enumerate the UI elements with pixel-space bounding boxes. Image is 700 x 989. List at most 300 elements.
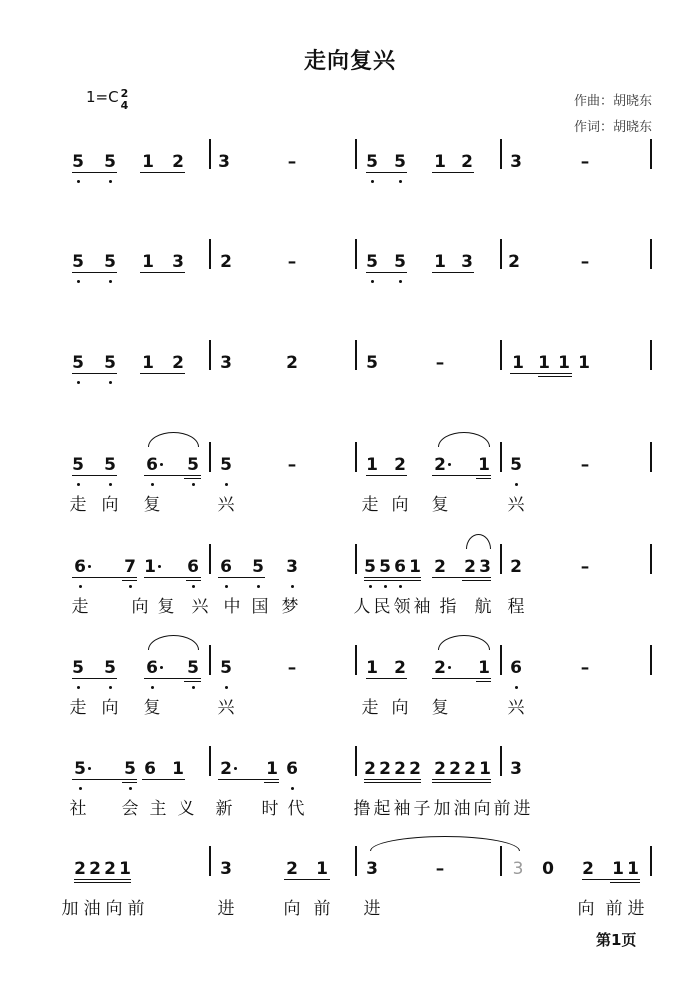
- barline: [650, 239, 652, 269]
- octave-dot: [109, 381, 112, 384]
- augmentation-dot: [160, 666, 163, 669]
- octave-dot: [77, 686, 80, 689]
- note: 2: [394, 658, 406, 678]
- note: 2: [220, 252, 232, 272]
- beam-line: [72, 172, 117, 173]
- octave-dot: [77, 180, 80, 183]
- barline: [500, 544, 502, 574]
- lyric: 走: [361, 698, 379, 718]
- beam-line: [72, 678, 117, 679]
- barline: [355, 442, 357, 472]
- beam-line: [364, 782, 421, 783]
- note: 7: [124, 557, 136, 577]
- octave-dot: [384, 585, 387, 588]
- beam-line: [364, 779, 421, 780]
- time-signature: [121, 88, 129, 112]
- time-top: 2: [120, 87, 129, 100]
- time-bottom: 4: [120, 99, 129, 112]
- barline: [209, 442, 211, 472]
- barline: [500, 239, 502, 269]
- beam-line: [364, 580, 421, 581]
- note: 1: [478, 658, 490, 678]
- score-system: [0, 354, 700, 434]
- tie-arc: [466, 534, 491, 549]
- note: 1: [612, 859, 624, 879]
- lyric: 向: [473, 799, 491, 819]
- note: 2: [104, 859, 116, 879]
- beam-line: [140, 373, 185, 374]
- barline: [355, 139, 357, 169]
- octave-dot: [79, 787, 82, 790]
- note: 5: [187, 455, 199, 475]
- note: 2: [74, 859, 86, 879]
- lyric: 向: [391, 495, 409, 515]
- octave-dot: [129, 585, 132, 588]
- barline: [500, 746, 502, 776]
- lyric: 领: [393, 597, 411, 617]
- note: 5: [366, 152, 378, 172]
- beam-line: [366, 272, 407, 273]
- score-system: [0, 153, 700, 233]
- lyric: 进: [217, 899, 235, 919]
- note: 3: [366, 859, 378, 879]
- barline: [650, 645, 652, 675]
- barline: [355, 239, 357, 269]
- note: 2: [449, 759, 461, 779]
- beam-line: [432, 272, 474, 273]
- note: –: [287, 152, 297, 172]
- beam-line: [72, 577, 137, 578]
- tie-arc: [438, 432, 490, 447]
- note: 5: [366, 353, 378, 373]
- octave-dot: [109, 483, 112, 486]
- lyric: 复: [157, 597, 175, 617]
- note: 2: [510, 557, 522, 577]
- note: –: [435, 859, 445, 879]
- note: 5: [104, 152, 116, 172]
- note: 2: [582, 859, 594, 879]
- beam-line: [184, 478, 201, 479]
- octave-dot: [225, 686, 228, 689]
- beam-line: [538, 376, 572, 377]
- beam-line: [610, 882, 640, 883]
- beam-line: [140, 272, 185, 273]
- beam-line: [72, 373, 117, 374]
- beam-line: [144, 577, 201, 578]
- lyric: 复: [143, 495, 161, 515]
- lyric: 中: [223, 597, 241, 617]
- beam-line: [366, 678, 407, 679]
- beam-line: [510, 373, 572, 374]
- beam-line: [366, 172, 407, 173]
- octave-dot: [77, 483, 80, 486]
- note: 5: [124, 759, 136, 779]
- note: 2: [364, 759, 376, 779]
- lyric: 袖: [393, 799, 411, 819]
- note: –: [287, 658, 297, 678]
- lyric: 加: [61, 899, 79, 919]
- beam-line: [432, 577, 491, 578]
- lyric: 兴: [507, 698, 525, 718]
- barline: [209, 846, 211, 876]
- octave-dot: [291, 787, 294, 790]
- lyric: 人: [353, 597, 371, 617]
- note: 2: [286, 353, 298, 373]
- note: 2: [172, 353, 184, 373]
- octave-dot: [109, 280, 112, 283]
- octave-dot: [79, 585, 82, 588]
- lyric: 油: [453, 799, 471, 819]
- score-system: [0, 253, 700, 333]
- note: 2: [464, 759, 476, 779]
- lyric: 航: [474, 597, 492, 617]
- note: –: [580, 152, 590, 172]
- lyric: 兴: [507, 495, 525, 515]
- note: 2: [379, 759, 391, 779]
- lyric: 国: [251, 597, 269, 617]
- note: 5: [366, 252, 378, 272]
- composer-credit: 作曲：胡晓东: [573, 94, 652, 109]
- note: 5: [72, 353, 84, 373]
- beam-line: [144, 678, 201, 679]
- beam-line: [462, 580, 491, 581]
- note: 2: [434, 658, 446, 678]
- lyric: 主: [149, 799, 167, 819]
- note: 5: [364, 557, 376, 577]
- lyric: 前: [127, 899, 145, 919]
- lyric: 加: [433, 799, 451, 819]
- lyric: 向: [101, 698, 119, 718]
- lyric: 进: [627, 899, 645, 919]
- note: 6: [394, 557, 406, 577]
- lyric: 时: [261, 799, 279, 819]
- lyric: 复: [143, 698, 161, 718]
- barline: [650, 846, 652, 876]
- octave-dot: [291, 585, 294, 588]
- song-title: 走向复兴: [303, 49, 396, 74]
- octave-dot: [369, 585, 372, 588]
- lyric: 社: [69, 799, 87, 819]
- note: –: [580, 658, 590, 678]
- note: 1: [478, 455, 490, 475]
- lyric: 向: [131, 597, 149, 617]
- beam-line: [184, 681, 201, 682]
- octave-dot: [109, 686, 112, 689]
- beam-line: [476, 681, 491, 682]
- note: 5: [394, 152, 406, 172]
- barline: [500, 139, 502, 169]
- note: 5: [187, 658, 199, 678]
- beam-line: [366, 475, 407, 476]
- beam-line: [218, 779, 279, 780]
- barline: [209, 340, 211, 370]
- beam-line: [142, 779, 185, 780]
- beam-line: [74, 879, 131, 880]
- octave-dot: [129, 787, 132, 790]
- note: 3: [512, 859, 524, 879]
- lyric: 程: [507, 597, 525, 617]
- barline: [500, 442, 502, 472]
- note: 1: [366, 658, 378, 678]
- note: 6: [144, 759, 156, 779]
- note: 6: [220, 557, 232, 577]
- barline: [209, 544, 211, 574]
- lyric: 指: [439, 597, 457, 617]
- beam-line: [122, 580, 137, 581]
- lyric: 子: [413, 799, 431, 819]
- note: 6: [74, 557, 86, 577]
- note: 5: [72, 658, 84, 678]
- note: 5: [104, 252, 116, 272]
- note: 3: [220, 353, 232, 373]
- note: 3: [510, 759, 522, 779]
- note: 5: [220, 658, 232, 678]
- note: 2: [394, 759, 406, 779]
- augmentation-dot: [88, 767, 91, 770]
- lyric: 会: [121, 799, 139, 819]
- augmentation-dot: [448, 666, 451, 669]
- barline: [355, 846, 357, 876]
- lyric: 油: [83, 899, 101, 919]
- note: 3: [510, 152, 522, 172]
- note: 0: [542, 859, 554, 879]
- barline: [209, 645, 211, 675]
- note: 3: [220, 859, 232, 879]
- beam-line: [432, 782, 491, 783]
- octave-dot: [192, 483, 195, 486]
- barline: [355, 645, 357, 675]
- octave-dot: [151, 686, 154, 689]
- octave-dot: [77, 381, 80, 384]
- barline: [650, 544, 652, 574]
- lyric: 向: [391, 698, 409, 718]
- note: 5: [72, 455, 84, 475]
- augmentation-dot: [448, 463, 451, 466]
- beam-line: [72, 779, 137, 780]
- note: 6: [510, 658, 522, 678]
- note: 5: [104, 455, 116, 475]
- beam-line: [582, 879, 640, 880]
- note: 5: [72, 152, 84, 172]
- beam-line: [364, 577, 421, 578]
- barline: [355, 340, 357, 370]
- note: –: [287, 455, 297, 475]
- barline: [209, 239, 211, 269]
- octave-dot: [192, 686, 195, 689]
- note: 1: [479, 759, 491, 779]
- augmentation-dot: [234, 767, 237, 770]
- note: 1: [142, 353, 154, 373]
- note: 2: [434, 455, 446, 475]
- octave-dot: [515, 686, 518, 689]
- beam-line: [432, 475, 491, 476]
- barline: [650, 139, 652, 169]
- octave-dot: [192, 585, 195, 588]
- augmentation-dot: [158, 565, 161, 568]
- lyric: 复: [431, 495, 449, 515]
- note: 2: [89, 859, 101, 879]
- note: –: [580, 252, 590, 272]
- lyric: 前: [605, 899, 623, 919]
- note: 2: [394, 455, 406, 475]
- lyric: 向: [283, 899, 301, 919]
- note: 3: [479, 557, 491, 577]
- score-system: [0, 760, 700, 840]
- lyric: 进: [363, 899, 381, 919]
- barline: [209, 746, 211, 776]
- lyric: 向: [101, 495, 119, 515]
- note: 1: [142, 152, 154, 172]
- note: 3: [461, 252, 473, 272]
- lyric: 代: [287, 799, 305, 819]
- beam-line: [432, 678, 491, 679]
- beam-line: [218, 577, 265, 578]
- lyric: 复: [431, 698, 449, 718]
- lyric: 走: [69, 495, 87, 515]
- note: 5: [379, 557, 391, 577]
- octave-dot: [371, 180, 374, 183]
- barline: [355, 746, 357, 776]
- note: 5: [104, 658, 116, 678]
- lyric: 走: [71, 597, 89, 617]
- note: 5: [252, 557, 264, 577]
- barline: [500, 340, 502, 370]
- lyric: 进: [513, 799, 531, 819]
- lyric: 向: [577, 899, 595, 919]
- key-signature: [86, 88, 128, 112]
- page-number: 第1页: [596, 931, 637, 949]
- tie-arc: [148, 432, 199, 447]
- beam-line: [186, 580, 201, 581]
- note: 1: [316, 859, 328, 879]
- note: 6: [146, 455, 158, 475]
- note: –: [435, 353, 445, 373]
- augmentation-dot: [88, 565, 91, 568]
- beam-line: [140, 172, 185, 173]
- note: 2: [172, 152, 184, 172]
- note: 5: [104, 353, 116, 373]
- note: 6: [187, 557, 199, 577]
- barline: [650, 442, 652, 472]
- lyric: 走: [361, 495, 379, 515]
- lyric: 民: [373, 597, 391, 617]
- lyric: 起: [373, 799, 391, 819]
- lyric: 前: [313, 899, 331, 919]
- note: 2: [286, 859, 298, 879]
- beam-line: [144, 475, 201, 476]
- beam-line: [264, 782, 279, 783]
- note: 3: [218, 152, 230, 172]
- note: 1: [409, 557, 421, 577]
- lyric: 新: [215, 799, 233, 819]
- note: 5: [220, 455, 232, 475]
- note: 3: [286, 557, 298, 577]
- beam-line: [432, 172, 474, 173]
- octave-dot: [257, 585, 260, 588]
- octave-dot: [399, 280, 402, 283]
- octave-dot: [371, 280, 374, 283]
- beam-line: [122, 782, 137, 783]
- note: 1: [172, 759, 184, 779]
- octave-dot: [77, 280, 80, 283]
- note: 1: [144, 557, 156, 577]
- note: 6: [286, 759, 298, 779]
- lyric: 向: [105, 899, 123, 919]
- beam-line: [432, 779, 491, 780]
- note: 5: [394, 252, 406, 272]
- lyric: 兴: [191, 597, 209, 617]
- octave-dot: [399, 180, 402, 183]
- beam-line: [476, 478, 491, 479]
- note: 1: [558, 353, 570, 373]
- note: 3: [172, 252, 184, 272]
- lyric: 梦: [281, 597, 299, 617]
- score-system: [0, 659, 700, 739]
- barline: [355, 544, 357, 574]
- octave-dot: [151, 483, 154, 486]
- beam-line: [72, 272, 117, 273]
- note: 6: [146, 658, 158, 678]
- octave-dot: [225, 483, 228, 486]
- beam-line: [284, 879, 330, 880]
- note: 2: [508, 252, 520, 272]
- barline: [500, 645, 502, 675]
- score-system: [0, 456, 700, 536]
- octave-dot: [225, 585, 228, 588]
- note: 1: [142, 252, 154, 272]
- lyric: 前: [493, 799, 511, 819]
- note: 5: [510, 455, 522, 475]
- note: 1: [578, 353, 590, 373]
- score-system: [0, 558, 700, 638]
- note: 1: [119, 859, 131, 879]
- lyric: 兴: [217, 495, 235, 515]
- note: 2: [434, 759, 446, 779]
- barline: [209, 139, 211, 169]
- note: –: [580, 557, 590, 577]
- barline: [650, 340, 652, 370]
- beam-line: [74, 882, 131, 883]
- note: 1: [434, 252, 446, 272]
- octave-dot: [515, 483, 518, 486]
- note: 2: [434, 557, 446, 577]
- lyric: 袖: [413, 597, 431, 617]
- beam-line: [72, 475, 117, 476]
- lyric: 兴: [217, 698, 235, 718]
- octave-dot: [109, 180, 112, 183]
- note: 5: [74, 759, 86, 779]
- augmentation-dot: [160, 463, 163, 466]
- key-label: 1=C: [86, 88, 119, 106]
- lyric: 义: [177, 799, 195, 819]
- note: –: [580, 455, 590, 475]
- lyric: 走: [69, 698, 87, 718]
- lyric: 撸: [353, 799, 371, 819]
- note: 1: [512, 353, 524, 373]
- score-system: [0, 860, 700, 940]
- note: 1: [627, 859, 639, 879]
- note: 1: [266, 759, 278, 779]
- note: 2: [220, 759, 232, 779]
- note: 1: [434, 152, 446, 172]
- note: 5: [72, 252, 84, 272]
- note: 1: [538, 353, 550, 373]
- lyricist-credit: 作词：胡晓东: [573, 120, 652, 135]
- note: 1: [366, 455, 378, 475]
- octave-dot: [399, 585, 402, 588]
- note: 2: [409, 759, 421, 779]
- note: 2: [461, 152, 473, 172]
